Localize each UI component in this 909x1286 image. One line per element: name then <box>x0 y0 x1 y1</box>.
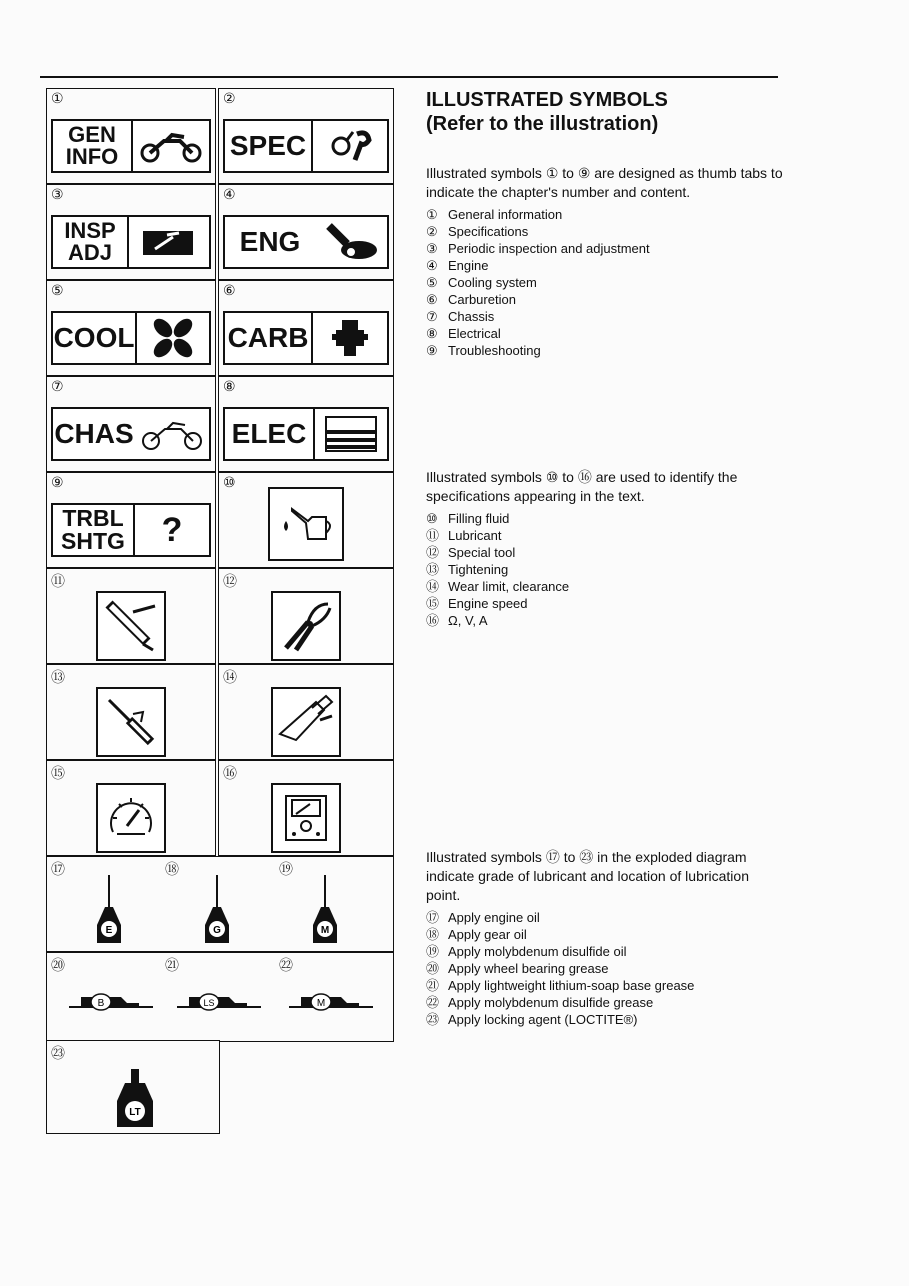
item-number: ⑭ <box>426 579 440 594</box>
oiler-grade: M <box>320 925 330 936</box>
gen-info-tab <box>51 119 211 173</box>
tab-label: CARB <box>225 313 313 363</box>
loctite-icon <box>115 1067 155 1134</box>
item-number: ⑲ <box>426 944 440 959</box>
symbol-number: ④ <box>223 187 236 203</box>
list-item <box>426 943 786 960</box>
symbol-cell-2 <box>218 88 394 184</box>
item-label: Apply wheel bearing grease <box>448 961 609 976</box>
symbol-number: ⑲ <box>279 862 293 878</box>
symbol-number: ⑱ <box>165 862 179 878</box>
grease-icon <box>287 991 375 1026</box>
item-label: Apply molybdenum disulfide grease <box>448 995 654 1010</box>
item-label: Wear limit, clearance <box>448 579 570 594</box>
grease-grade: LS <box>203 998 215 1008</box>
grease-grade: B <box>97 998 105 1009</box>
fan-icon <box>151 316 195 360</box>
header <box>426 88 786 136</box>
torque-wrench-icon <box>103 694 159 750</box>
item-number: ⑱ <box>426 927 440 942</box>
tab-label: GEN <box>68 122 116 147</box>
section-intro: Illustrated symbols ⑩ to ⑯ are used to identify the specifications appearing in the text. <box>426 469 738 504</box>
item-label: Tightening <box>448 562 509 577</box>
list-item <box>426 342 786 359</box>
oiler-grade: G <box>213 925 221 936</box>
symbol-number: ㉑ <box>165 958 179 974</box>
symbol-cell-15 <box>46 760 216 856</box>
item-label: Electrical <box>448 326 501 341</box>
symbol-cell-8 <box>218 376 394 472</box>
list-item <box>426 544 786 561</box>
item-number: ⑳ <box>426 961 440 976</box>
symbol-cell-13 <box>46 664 216 760</box>
item-label: Carburetion <box>448 292 516 307</box>
tachometer-icon <box>103 790 159 846</box>
section-intro: Illustrated symbols ① to ⑨ are designed as thumb tabs to indicate the chapter's number and content. <box>426 165 783 200</box>
tab-label: SPEC <box>225 121 313 171</box>
chapter-list <box>426 206 786 359</box>
symbol-number: ⑫ <box>223 574 237 590</box>
symbol-number: ⑦ <box>51 379 64 395</box>
top-rule <box>40 76 778 78</box>
chas-tab <box>51 407 211 461</box>
grease-gun-icon <box>103 598 159 654</box>
list-item <box>426 291 786 308</box>
symbol-number: ⑰ <box>51 862 65 878</box>
item-label: Lubricant <box>448 528 502 543</box>
item-label: Cooling system <box>448 275 537 290</box>
grease-grade: M <box>316 998 326 1009</box>
symbol-number: ⑳ <box>51 958 65 974</box>
symbol-cell-1 <box>46 88 216 184</box>
symbol-number: ⑭ <box>223 670 237 686</box>
symbol-number: ⑧ <box>223 379 236 395</box>
symbol-number: ⑬ <box>51 670 65 686</box>
symbol-number: ⑮ <box>51 766 65 782</box>
page-subtitle: (Refer to the illustration) <box>426 113 659 135</box>
item-number: ⑧ <box>426 326 438 341</box>
symbol-cell-20-22 <box>46 952 394 1042</box>
list-item <box>426 527 786 544</box>
oiler-icon <box>203 871 231 950</box>
item-label: Troubleshooting <box>448 343 541 358</box>
symbol-number: ③ <box>51 187 64 203</box>
tab-label: COOL <box>53 313 137 363</box>
tab-label: INSP <box>64 218 116 243</box>
oil-can-icon <box>278 499 334 549</box>
item-number: ③ <box>426 241 438 256</box>
list-item <box>426 257 786 274</box>
symbol-number: ① <box>51 91 64 107</box>
spec-tools-icon <box>325 126 375 166</box>
item-number: ⑥ <box>426 292 438 307</box>
caliper-icon <box>276 694 336 750</box>
list-item <box>426 612 786 629</box>
symbol-number: ⑤ <box>51 283 64 299</box>
symbol-cell-7 <box>46 376 216 472</box>
battery-icon <box>323 414 379 454</box>
section-lubricant-symbols <box>426 848 786 1028</box>
grease-icon <box>67 991 155 1026</box>
item-number: ⑬ <box>426 562 440 577</box>
symbol-cell-9 <box>46 472 216 568</box>
list-item <box>426 206 786 223</box>
symbol-number: ⑩ <box>223 475 236 491</box>
item-number: ② <box>426 224 438 239</box>
item-label: Engine speed <box>448 596 528 611</box>
list-item <box>426 578 786 595</box>
item-label: Apply lightweight lithium-soap base grease <box>448 978 695 993</box>
item-number: ⑫ <box>426 545 440 560</box>
tab-label: INFO <box>65 144 119 169</box>
page-title: ILLUSTRATED SYMBOLS <box>426 89 668 111</box>
list-item <box>426 240 786 257</box>
item-label: Filling fluid <box>448 511 510 526</box>
symbol-cell-3 <box>46 184 216 280</box>
list-item <box>426 561 786 578</box>
list-item <box>426 223 786 240</box>
symbol-number: ⑥ <box>223 283 236 299</box>
item-number: ⑮ <box>426 596 440 611</box>
carburetor-icon <box>330 318 370 358</box>
tab-label: ENG <box>239 226 301 257</box>
trbl-shtg-tab <box>51 503 211 557</box>
item-number: ⑦ <box>426 309 438 324</box>
symbol-cell-17-19 <box>46 856 394 952</box>
adjust-icon <box>139 225 199 259</box>
motorcycle-icon <box>138 129 204 163</box>
carb-tab <box>223 311 389 365</box>
item-number: ⑤ <box>426 275 438 290</box>
item-label: Chassis <box>448 309 495 324</box>
question-mark: ? <box>161 510 183 549</box>
item-label: Apply molybdenum disulfide oil <box>448 944 627 959</box>
item-label: Periodic inspection and adjustment <box>448 241 650 256</box>
symbol-cell-6 <box>218 280 394 376</box>
list-item <box>426 595 786 612</box>
item-number: ⑪ <box>426 528 440 543</box>
symbol-cell-23 <box>46 1040 220 1134</box>
spec-list <box>426 510 786 629</box>
oiler-icon <box>95 871 123 950</box>
list-item <box>426 926 786 943</box>
symbol-cell-12 <box>218 568 394 664</box>
cool-tab <box>51 311 211 365</box>
lubricant-list <box>426 909 786 1028</box>
tab-label: ELEC <box>225 409 315 459</box>
list-item <box>426 510 786 527</box>
item-label: Specifications <box>448 224 529 239</box>
item-number: ㉓ <box>426 1012 440 1027</box>
item-number: ⑯ <box>426 613 440 628</box>
symbol-number: ⑨ <box>51 475 64 491</box>
tab-label: SHTG <box>61 528 125 554</box>
symbol-number: ② <box>223 91 236 107</box>
chassis-icon <box>139 417 205 451</box>
grease-icon <box>175 991 263 1026</box>
spec-tab <box>223 119 389 173</box>
symbol-cell-10 <box>218 472 394 568</box>
elec-tab <box>223 407 389 461</box>
item-label: Ω, V, A <box>448 613 488 628</box>
list-item <box>426 308 786 325</box>
symbol-number: ⑪ <box>51 574 65 590</box>
symbol-cell-14 <box>218 664 394 760</box>
item-number: ④ <box>426 258 438 273</box>
list-item <box>426 960 786 977</box>
item-label: Special tool <box>448 545 516 560</box>
item-label: General information <box>448 207 563 222</box>
tab-label: ADJ <box>67 240 112 265</box>
symbol-cell-11 <box>46 568 216 664</box>
list-item <box>426 977 786 994</box>
oiler-grade: E <box>105 925 113 936</box>
section-chapter-tabs <box>426 164 786 359</box>
list-item <box>426 909 786 926</box>
list-item <box>426 994 786 1011</box>
item-label: Apply engine oil <box>448 910 540 925</box>
item-number: ① <box>426 207 438 222</box>
insp-adj-tab <box>51 215 211 269</box>
item-number: ㉑ <box>426 978 440 993</box>
eng-tab <box>223 215 389 269</box>
spark-plug-icon <box>321 222 381 262</box>
oiler-icon <box>311 871 339 950</box>
item-number: ⑩ <box>426 511 438 526</box>
tab-label: TRBL <box>62 505 124 531</box>
loctite-label: LT <box>129 1107 141 1118</box>
symbol-cell-5 <box>46 280 216 376</box>
tab-label: CHAS <box>54 418 134 449</box>
list-item <box>426 1011 786 1028</box>
symbol-cell-16 <box>218 760 394 856</box>
item-number: ⑰ <box>426 910 440 925</box>
symbol-cell-4 <box>218 184 394 280</box>
item-label: Apply gear oil <box>448 927 527 942</box>
symbol-number: ㉓ <box>51 1046 65 1062</box>
symbol-number: ㉒ <box>279 958 293 974</box>
item-label: Engine <box>448 258 489 273</box>
item-number: ⑨ <box>426 343 438 358</box>
item-number: ㉒ <box>426 995 440 1010</box>
section-intro: Illustrated symbols ⑰ to ㉓ in the exploded diagram indicate grade of lubricant and location of lubrication point. <box>426 849 749 903</box>
pliers-icon <box>278 598 334 654</box>
multimeter-icon <box>278 790 334 846</box>
list-item <box>426 325 786 342</box>
symbol-number: ⑯ <box>223 766 237 782</box>
list-item <box>426 274 786 291</box>
item-label: Apply locking agent (LOCTITE®) <box>448 1012 638 1027</box>
section-spec-symbols <box>426 468 786 629</box>
